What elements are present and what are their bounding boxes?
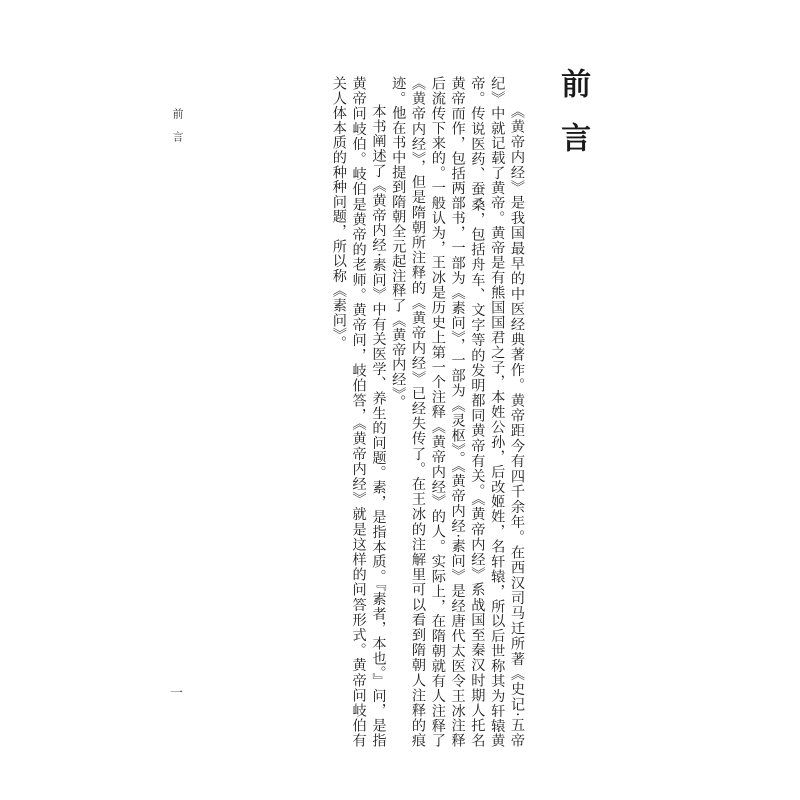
- preface-body: [328, 76, 526, 748]
- paragraph-2: 本书阐述了《黄帝内经·素问》中有关医学、养生的问题。素，是指本质。『素者，本也。』问，是指黄帝问岐伯。岐伯是黄帝的老师。黄帝问，岐伯答，《黄帝内经》就是这样的问答形式。黄帝问岐伯有关人体本质的种种问题，所以称《素问》。: [330, 76, 387, 748]
- page-number: 一: [170, 686, 184, 701]
- running-head: 前言: [171, 108, 184, 154]
- page-title: 前言: [555, 68, 591, 176]
- paragraph-1: 《黄帝内经》是我国最早的中医经典著作。黄帝距今有四千余年。在西汉司马迁所著《史记·五帝纪》中就记载了黄帝。黄帝是有熊国国君之子，本姓公孙，后改姬姓，名轩辕，所以后世称其为轩辕黄帝。传说医药、蚕桑，包括舟车、文字等的发明都同黄帝有关。《黄帝内经》系战国至秦汉时期人托名黄帝而作，包括两部书，一部为《素问》，一部为《灵枢》。《黄帝内经·素问》是经唐代太医令王冰注释后流传下来的。一般认为，王冰是历史上第一个注释《黄帝内经》的人。实际上，在隋朝就有人注释了《黄帝内经》，但是隋朝所注释的《黄帝内经》已经失传了。在王冰的注解里可以看到隋朝人注释的痕迹。他在书中提到隋朝全元起注释了《黄帝内经》。: [390, 76, 525, 748]
